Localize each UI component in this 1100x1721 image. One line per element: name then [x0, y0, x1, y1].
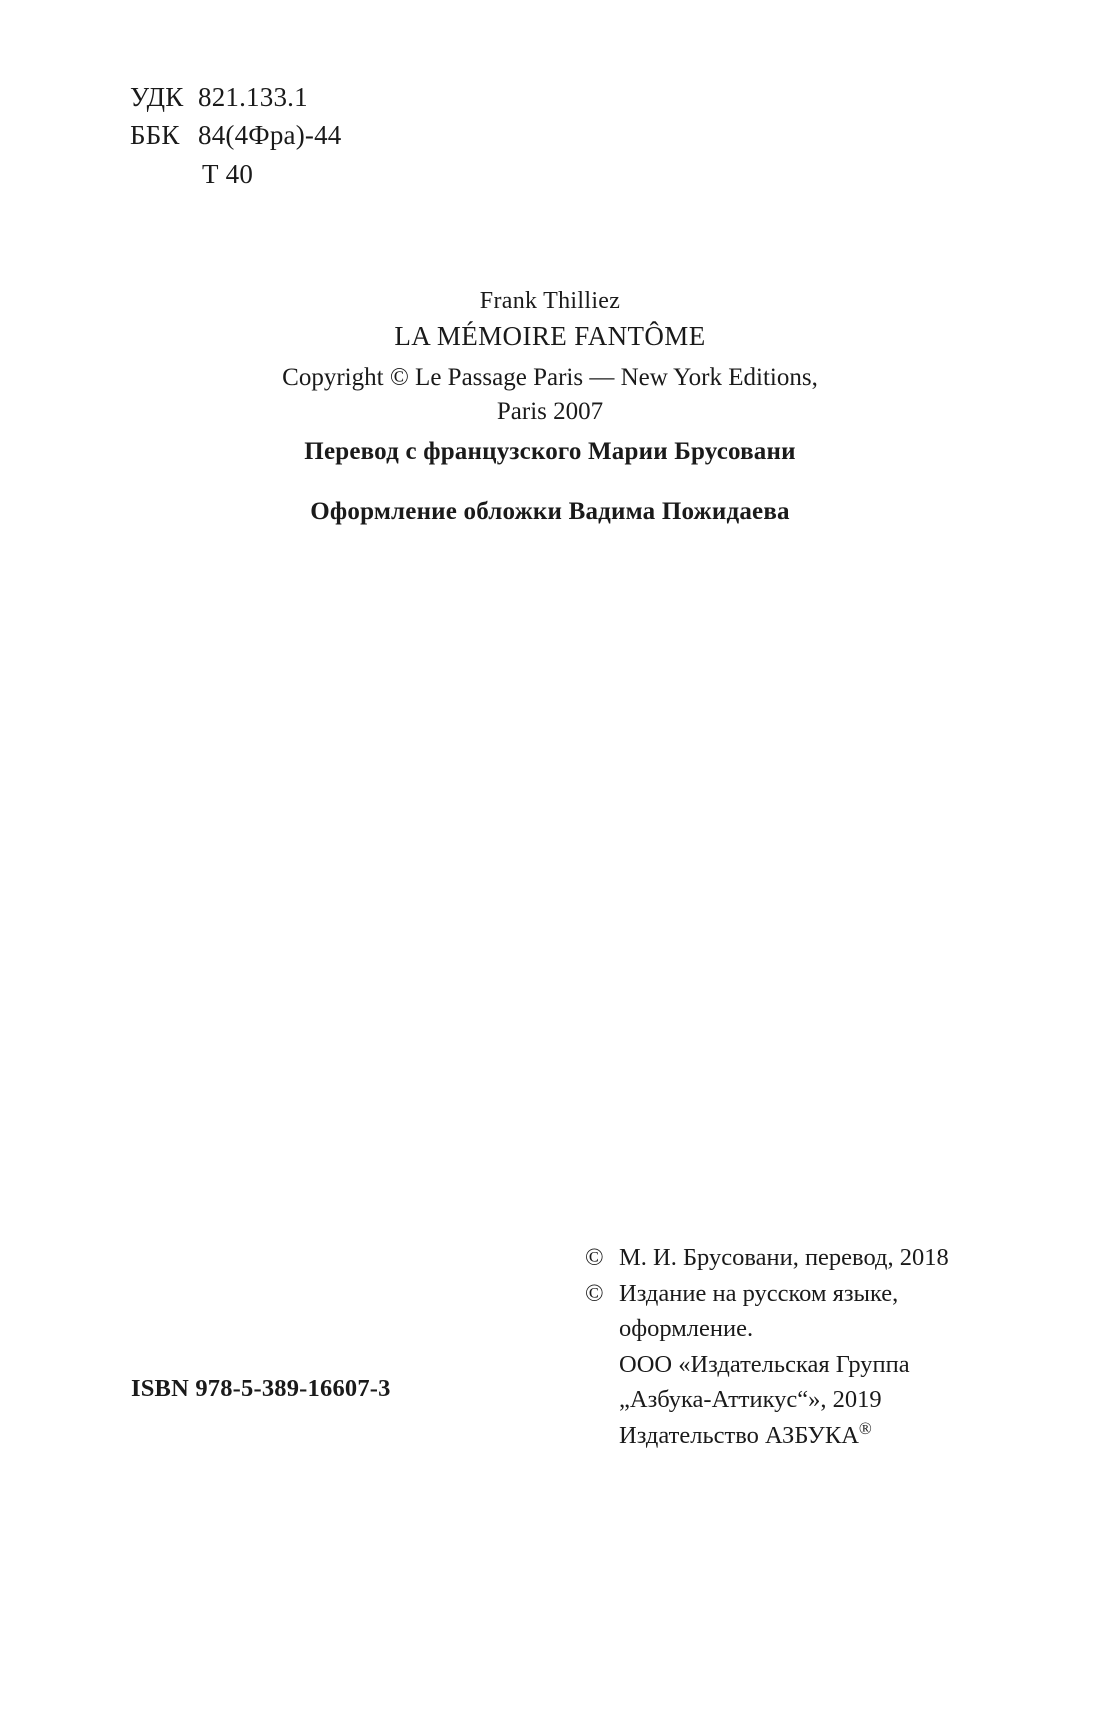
classification-block	[130, 78, 342, 193]
original-copyright	[0, 361, 1100, 428]
rights-row-publisher-1	[585, 1347, 1015, 1383]
udk-line	[130, 78, 342, 116]
original-edition-block	[0, 286, 1100, 428]
rights-design-text: оформление.	[619, 1315, 754, 1343]
rights-row-design	[585, 1311, 1015, 1347]
original-author: Frank Thilliez	[479, 288, 621, 314]
registered-trademark-icon: ®	[858, 1418, 872, 1438]
rights-translation-text: М. И. Брусовани, перевод, 2018	[619, 1244, 949, 1271]
rights-publisher-text-1: ООО «Издательская Группа	[619, 1350, 910, 1378]
bbk-line	[130, 116, 342, 154]
original-copyright-line-1: Copyright © Le Passage Paris — New York Editions,	[282, 364, 818, 392]
rights-edition-text: Издание на русском языке,	[619, 1279, 899, 1307]
bbk-label: ББК	[130, 120, 180, 151]
udk-label: УДК	[130, 82, 184, 112]
isbn: ISBN 978-5-389-16607-3	[131, 1375, 391, 1402]
rights-block	[585, 1240, 1015, 1453]
copyright-icon: ©	[585, 1279, 604, 1307]
rights-publisher-text-2: „Азбука-Аттикус“», 2019	[619, 1386, 882, 1414]
rights-row-imprint	[585, 1418, 1015, 1454]
udk-value: 821.133.1	[198, 82, 308, 112]
cover-design-credit: Оформление обложки Вадима Пожидаева	[310, 497, 790, 525]
original-copyright-line-2: Paris 2007	[496, 397, 604, 425]
shelf-code: Т 40	[202, 158, 254, 189]
rights-row-edition	[585, 1276, 1015, 1312]
credits-block	[0, 436, 1100, 555]
copyright-icon: ©	[585, 1244, 604, 1271]
rights-row-publisher-2	[585, 1382, 1015, 1418]
rights-imprint-text: Издательство АЗБУКА	[619, 1421, 859, 1449]
rights-row-translation	[585, 1240, 1015, 1276]
translation-credit: Перевод с французского Марии Брусовани	[304, 438, 796, 465]
original-title: LA MÉMOIRE FANTÔME	[394, 320, 706, 351]
bbk-value: 84(4Фра)-44	[198, 120, 342, 151]
